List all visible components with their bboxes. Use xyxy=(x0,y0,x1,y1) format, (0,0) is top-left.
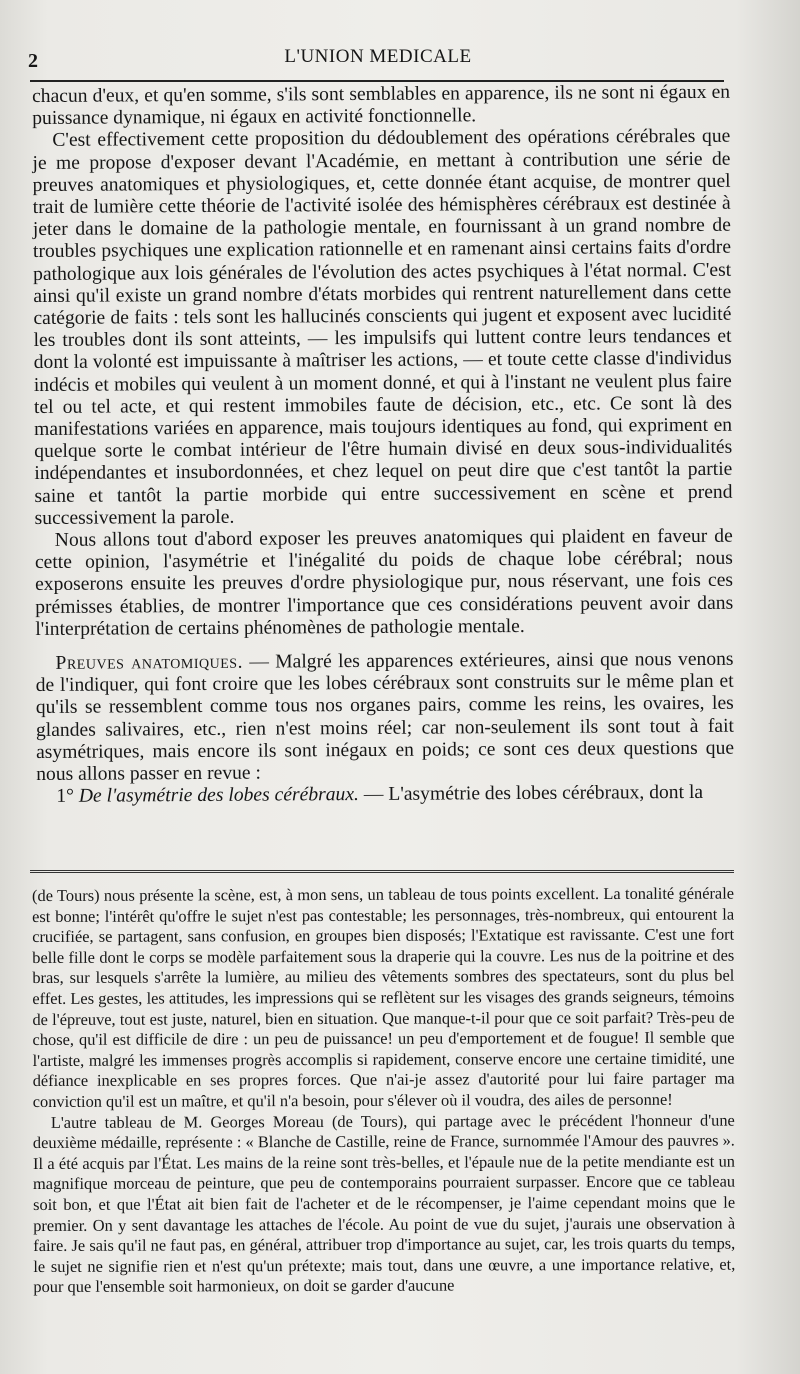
page-number: 2 xyxy=(28,50,38,72)
paragraph-asymmetry xyxy=(36,782,734,808)
feuilleton-paragraph: (de Tours) nous présente la scène, est, à mon sens, un tableau de tous points excellent. La tonalité générale est bonne; l'intérêt qu'offre le sujet n'est pas contestable; les personnages, très-nombreux, qui entourent la crucifiée, se partagent, sans confusion, en groupes bien disposés; l'Extatique est ravissante. C'est une fort belle fille dont le corps se modèle parfaitement sous la draperie qui la couvre. Les nus de la poitrine et des bras, sur lesquels s'arrête la lumière, au milieu des vêtements sombres des spectateurs, sont du plus bel effet. Les gestes, les attitudes, les impressions qui se reflètent sur les visages des grands seigneurs, témoins de l'épreuve, tout est juste, naturel, bien en situation. Que manque-t-il pour que ce soit parfait? Très-peu de chose, qu'il est difficile de dire : un peu de puissance! un peu d'emportement et de fougue! Il semble que l'artiste, malgré les immenses progrès accomplis si rapidement, conserve encore une certaine timidité, une défiance inexplicable en ses propres forces. Que n'ai-je assez d'autorité pour lui faire partager ma conviction qu'il est un maître, et qu'il n'a besoin, pour s'élever où il voudra, des ailes de personne! xyxy=(32,883,735,1111)
paragraph-anatomical-proofs xyxy=(35,649,734,786)
paragraph-plan: Nous allons tout d'abord exposer les preuves anatomiques qui plaident en faveur de cette opinion, l'asymétrie et l'inégalité du poids de chaque lobe cérébral; nous exposerons ensuite les preuves d'ordre physiologique pur, nous réservant, une fois ces prémisses établies, de montrer l'importance que ces considérations peuvent avoir dans l'interprétation de certains phénomènes de pathologie mentale. xyxy=(34,525,734,640)
feuilleton-rule xyxy=(30,870,734,877)
feuilleton-paragraph: L'autre tableau de M. Georges Moreau (de Tours), qui partage avec le précédent l'honneur d'une deuxième médaille, représente : « Blanche de Castille, reine de France, surnommée l'Amour des pauvres ». Il a été acquis par l'État. Les mains de la reine sont très-belles, et l'épaule nue de la petite mendiante est un magnifique morceau de peinture, que peu de contemporains pourraient surpasser. Encore que ce tableau soit bon, et que l'État ait bien fait de l'acheter et de le récompenser, je l'aime cependant moins que le premier. On y sent davantage les attaches de l'école. Au point de vue du sujet, j'aurais une observation à faire. Je sais qu'il ne faut pas, en général, attribuer trop d'importance au sujet, car, les trois quarts du temps, le sujet ne signifie rien et n'est qu'un prétexte; mais tout, dans une œuvre, a une importance relative, et, pour que l'ensemble soit harmonieux, on doit se garder d'aucune xyxy=(32,1110,736,1297)
paragraph-proposition: C'est effectivement cette proposition du dédoublement des opérations cérébrales que je me propose d'exposer devant l'Académie, en mettant à contribution une série de preuves anatomiques et physiologiques, et, cette donnée étant acquise, de montrer quel trait de lumière cette théorie de l'activité isolée des hémisphères cérébraux est destinée à jeter dans le domaine de la pathologie mentale, en fournissant à un grand nombre de troubles psychiques une explication rationnelle et en ramenant ainsi certains faits d'ordre pathologique aux lois générales de l'évolution des actes psychiques à l'état normal. C'est ainsi qu'il existe un grand nombre d'états morbides qui rentrent naturellement dans cette catégorie de faits : tels sont les hallucinés conscients qui jugent et exposent avec lucidité les troubles dont ils sont atteints, — les impulsifs qui luttent contre leurs tendances et dont la volonté est impuissante à maîtriser les actions, — et toute cette classe d'individus indécis et mobiles qui veulent à un moment donné, et qui à l'instant ne veulent plus faire tel ou tel acte, et qui restent immobiles faute de décision, etc., etc. Ce sont là des manifestations variées en apparence, mais toujours identiques au fond, qui expriment en quelque sorte le combat intérieur de l'être humain divisé en deux sous-individualités indépendantes et insubordonnées, et chez lequel on peut dire que c'est tantôt la partie saine et tantôt la partie morbide qui entre successivement en scène et prend successivement la parole. xyxy=(32,126,733,529)
running-title: L'UNION MEDICALE xyxy=(284,46,472,67)
item-number: 1° xyxy=(56,786,79,808)
page-header xyxy=(28,40,728,80)
subsection-text: — L'asymétrie des lobes cérébraux, dont la xyxy=(358,782,704,806)
section-heading: Preuves anatomiques. xyxy=(55,651,244,674)
feuilleton-text xyxy=(32,884,735,1298)
main-text xyxy=(32,82,734,809)
section-text: — Malgré les apparences extérieures, ainsi que nous venons de l'indiquer, qui font croire que les lobes cérébraux sont construits sur le même plan et qu'ils se ressemblent comme tous nos organes pairs, comme les reins, les ovaires, les glandes salivaires, etc., rien n'est moins réel; car non-seulement ils sont tout à fait asymétriques, mais encore ils sont inégaux en poids; ce sont ces deux questions que nous allons passer en revue : xyxy=(35,648,735,786)
subsection-heading: De l'asymétrie des lobes cérébraux. xyxy=(78,784,359,808)
paragraph-continuation: chacun d'eux, et qu'en somme, s'ils sont semblables en apparence, ils ne sont ni égaux en puissance dynamique, ni égaux en activité fonctionnelle. xyxy=(32,81,731,130)
